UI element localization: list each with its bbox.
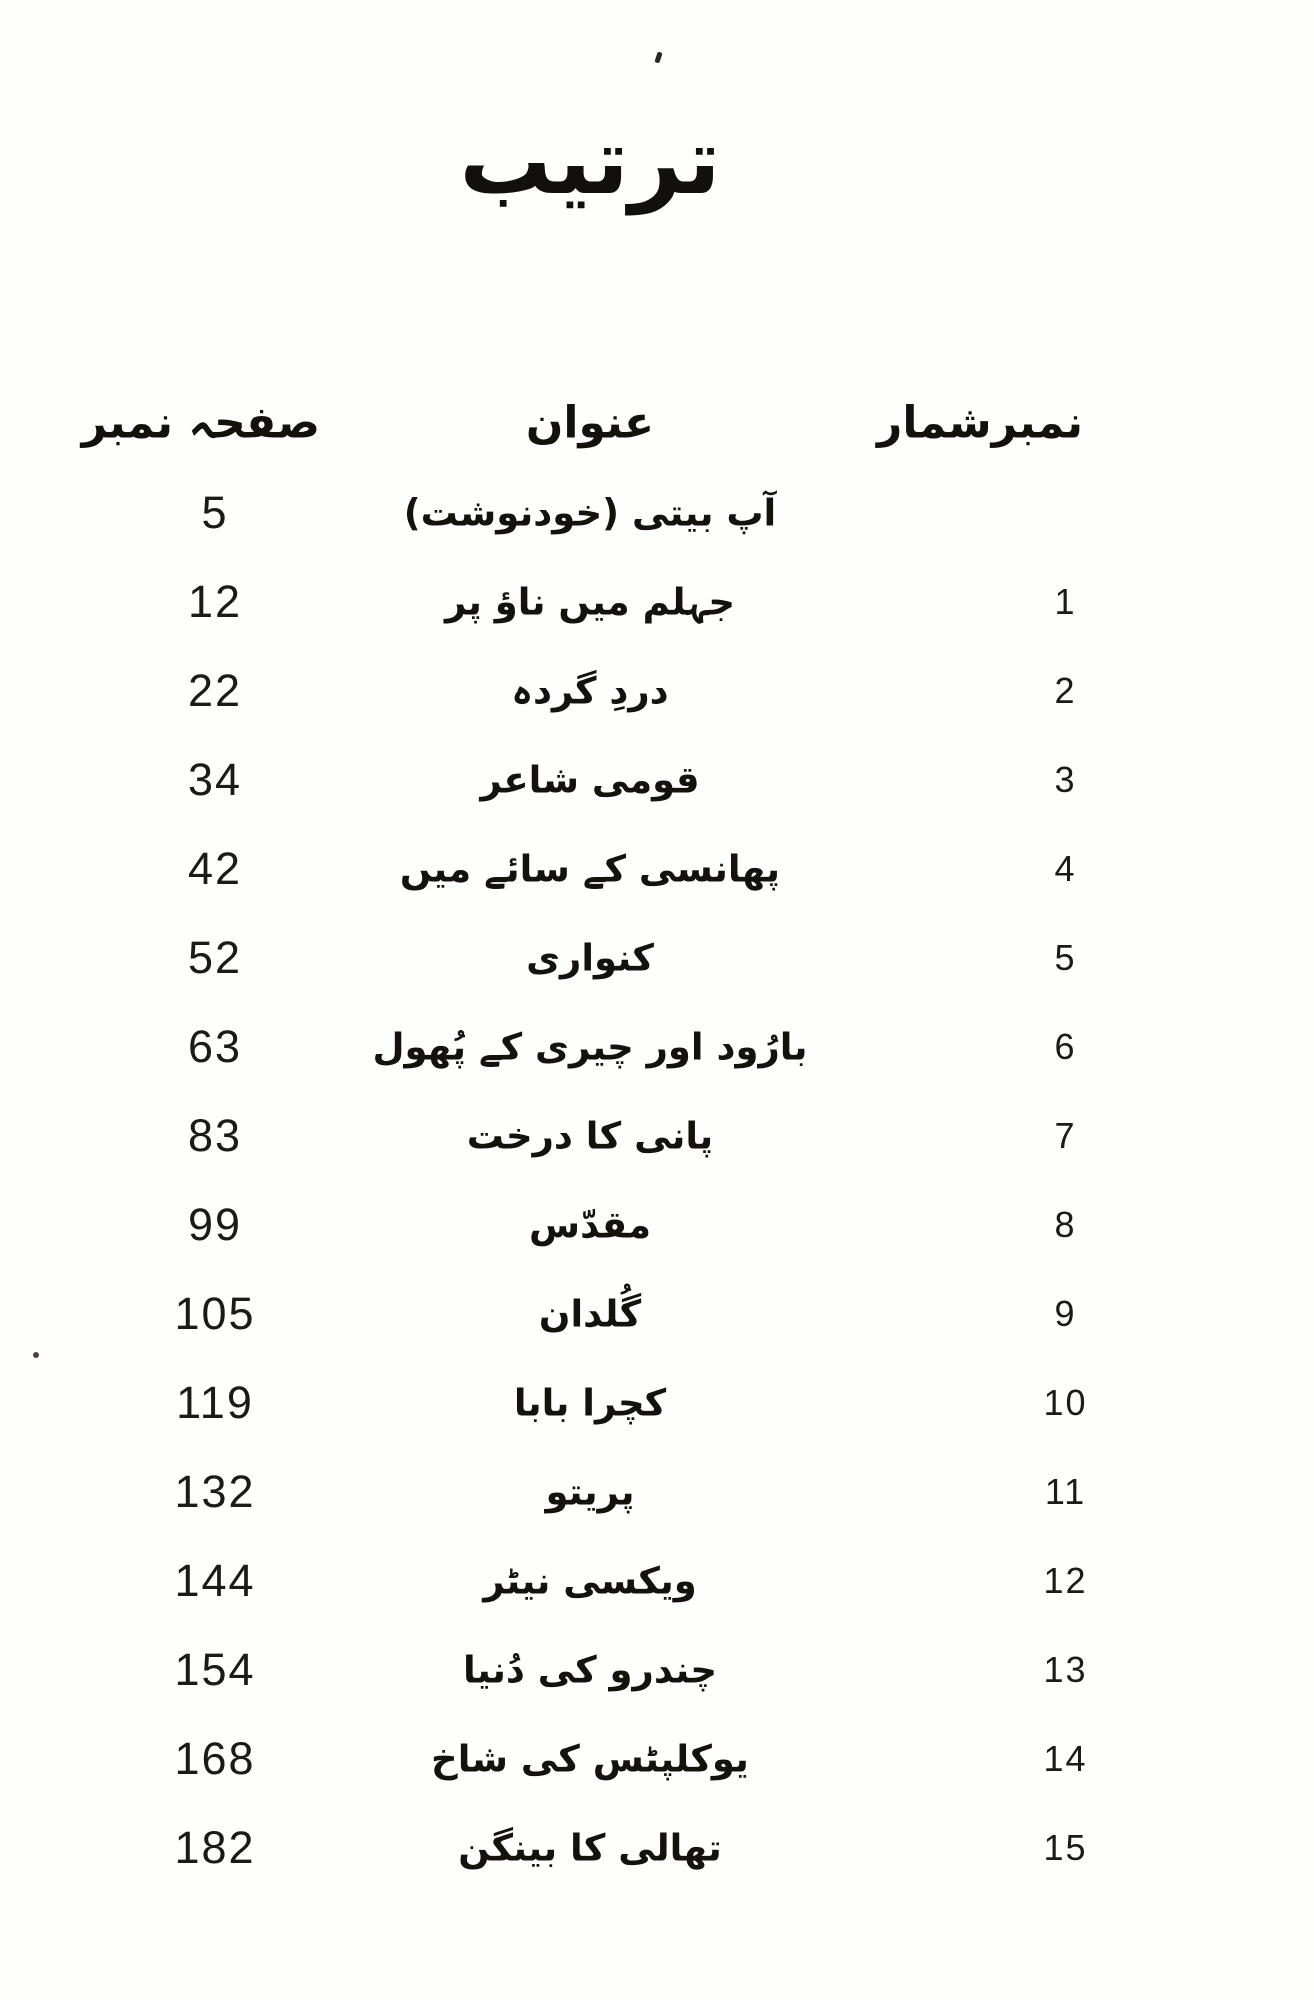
- table-row: [0, 1269, 1314, 1358]
- chapter-title: چندرو کی دُنیا: [462, 1648, 718, 1691]
- page-number: 22: [187, 664, 243, 716]
- page-number: 182: [174, 1821, 256, 1873]
- serial-number: 7: [1054, 1114, 1077, 1156]
- table-header-row: [0, 378, 1314, 468]
- table-row: [0, 1180, 1314, 1269]
- serial-number: 8: [1054, 1203, 1077, 1245]
- serial-number: 4: [1054, 847, 1077, 889]
- serial-number: 11: [1044, 1470, 1087, 1512]
- chapter-title: قومی شاعر: [480, 758, 700, 801]
- chapter-title: مقدّس: [529, 1203, 651, 1246]
- table-row: [0, 557, 1314, 646]
- page-number: 12: [187, 575, 243, 627]
- page-number: 52: [187, 931, 243, 983]
- table-row: [0, 824, 1314, 913]
- serial-number: 14: [1043, 1737, 1088, 1779]
- chapter-title: ویکسی نیٹر: [483, 1559, 697, 1602]
- chapter-title: گُلدان: [538, 1292, 642, 1335]
- serial-number: 10: [1043, 1381, 1088, 1423]
- table-row: [0, 1447, 1314, 1536]
- serial-number: 6: [1054, 1025, 1077, 1067]
- chapter-title: تھالی کا بینگن: [458, 1826, 722, 1869]
- serial-number: 5: [1054, 936, 1077, 978]
- chapter-title: آپ بیتی (خودنوشت): [403, 491, 777, 534]
- table-row: [0, 1536, 1314, 1625]
- chapter-title: کنواری: [526, 936, 654, 979]
- table-row: [0, 468, 1314, 557]
- serial-number: 15: [1043, 1826, 1088, 1868]
- page-title: ترتیب: [459, 108, 721, 215]
- serial-number: 1: [1054, 580, 1077, 622]
- table-row: [0, 1091, 1314, 1180]
- page-number: 83: [187, 1109, 243, 1161]
- table-row: [0, 1625, 1314, 1714]
- page-number: 5: [201, 486, 229, 538]
- serial-number: 9: [1054, 1292, 1077, 1334]
- serial-number: 13: [1043, 1648, 1088, 1690]
- column-header-serial-number: نمبرشمار: [877, 397, 1083, 449]
- chapter-title: پانی کا درخت: [466, 1114, 714, 1157]
- table-row: [0, 1714, 1314, 1803]
- serial-number: 3: [1054, 758, 1077, 800]
- table-row: [0, 735, 1314, 824]
- page-number: 154: [174, 1643, 256, 1695]
- column-header-page-number: صفحہ نمبر: [81, 397, 320, 449]
- page-number: 132: [174, 1465, 256, 1517]
- chapter-title: پھانسی کے سائے میں: [399, 847, 781, 890]
- chapter-title: جہلم میں ناؤ پر: [444, 580, 736, 623]
- chapter-title: یوکلپٹس کی شاخ: [431, 1737, 749, 1780]
- table-row: [0, 1358, 1314, 1447]
- scan-artifact-speck: [654, 51, 662, 63]
- serial-number: 12: [1043, 1559, 1088, 1601]
- table-row: [0, 1002, 1314, 1091]
- page-number: 105: [174, 1287, 256, 1339]
- serial-number: 2: [1054, 669, 1077, 711]
- page-number: 99: [187, 1198, 243, 1250]
- page-number: 119: [176, 1376, 254, 1428]
- page-number: 63: [187, 1020, 243, 1072]
- table-row: [0, 913, 1314, 1002]
- page-number: 42: [187, 842, 243, 894]
- page-number: 144: [174, 1554, 256, 1606]
- chapter-title: بارُود اور چیری کے پُھول: [372, 1025, 808, 1068]
- chapter-title: کچرا بابا: [513, 1381, 667, 1424]
- toc-rows: [0, 468, 1314, 1892]
- chapter-title: پریتو: [545, 1470, 635, 1513]
- table-row: [0, 1803, 1314, 1892]
- chapter-title: دردِ گردہ: [511, 669, 669, 712]
- column-header-title: عنوان: [525, 397, 655, 449]
- table-row: [0, 646, 1314, 735]
- page-number: 34: [187, 753, 243, 805]
- page-number: 168: [174, 1732, 256, 1784]
